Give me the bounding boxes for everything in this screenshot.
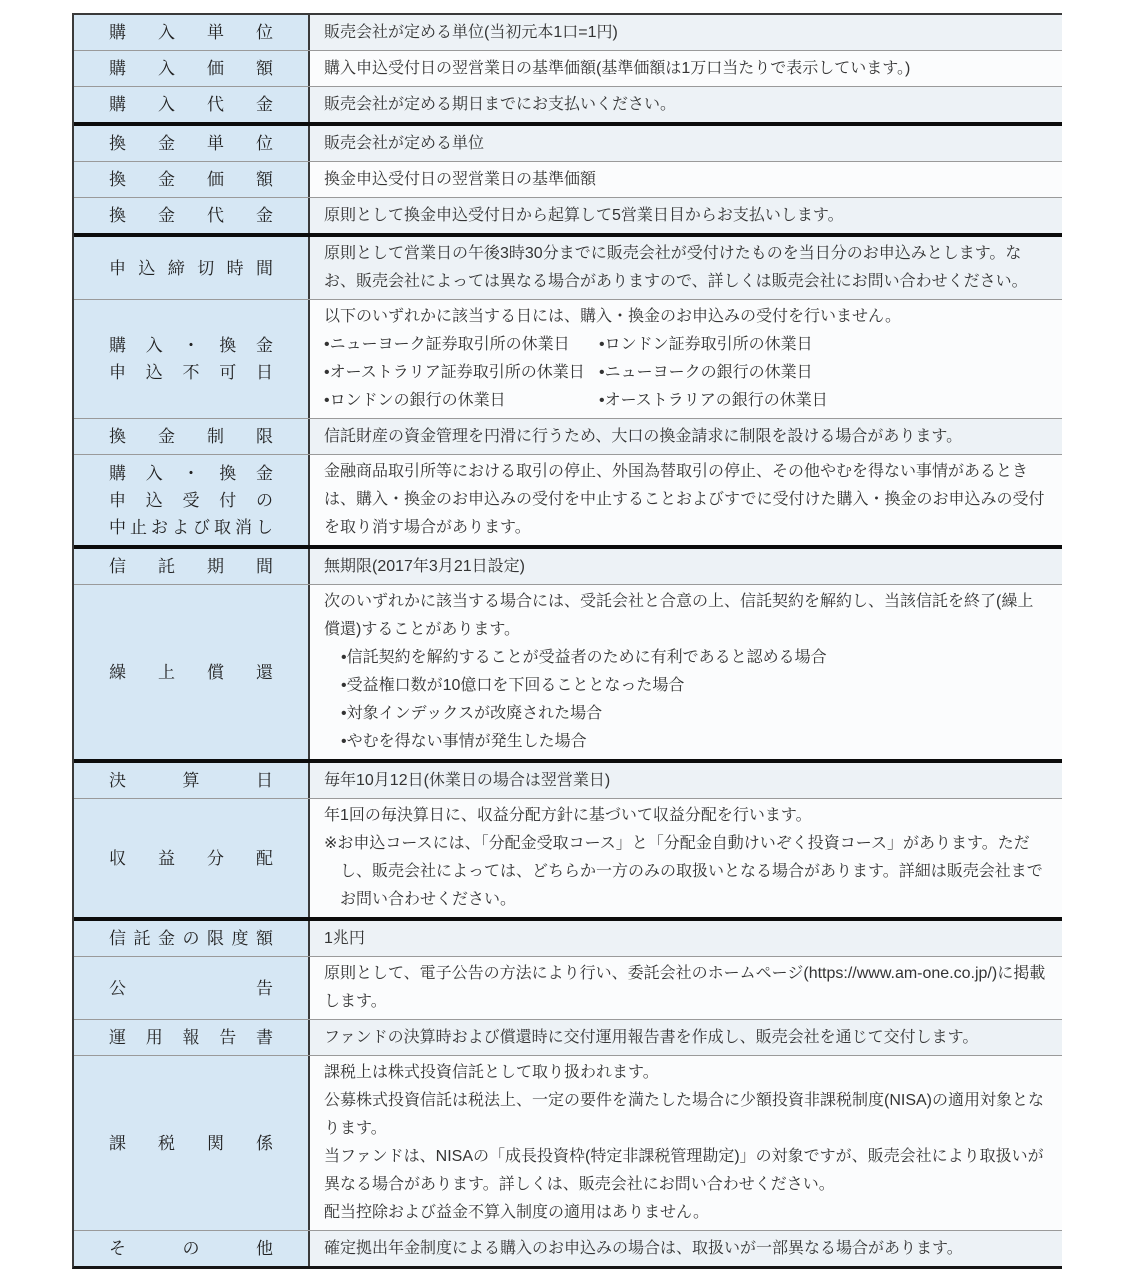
paragraph: 購入申込受付日の翌営業日の基準価額(基準価額は1万口当たりで表示しています。) [324,59,911,77]
bullet-item: •信託契約を解約することが受益者のために有利であると認める場合 [341,649,827,666]
label-line: 購入・換金 [109,336,273,355]
row-label-purchase-unit [74,15,310,50]
paragraph: 配当控除および益金不算入制度の適用はありません。 [324,1204,709,1221]
label-line: 運用報告書 [109,1028,273,1047]
row-label-income-distribution [74,799,310,917]
paragraph: ファンドの決算時および償還時に交付運用報告書を作成し、販売会社を通じて交付します。 [324,1028,979,1046]
table-row-early-redemption [74,585,1062,763]
fund-table [72,13,1062,1269]
row-content-management-report [310,1020,1062,1055]
row-label-trust-limit [74,921,310,956]
table-row-redemption-payment [74,198,1062,237]
paragraph: 販売会社が定める期日までにお支払いください。 [324,95,677,113]
row-label-purchase-price [74,51,310,86]
paragraph: 課税上は株式投資信託として取り扱われます。 [324,1064,659,1081]
row-label-purchase-payment [74,87,310,122]
label-line: 信託金の限度額 [109,929,273,948]
bullet-item: •受益権口数が10億口を下回ることとなった場合 [341,677,685,694]
row-content-order-unavailable-days [310,300,1062,418]
table-row-order-cutoff-time [74,237,1062,300]
row-content-public-notice [310,957,1062,1019]
label-line: 課税関係 [109,1133,273,1153]
label-line: 換金制限 [109,427,273,446]
bullet-item: •ニューヨーク証券取引所の休業日 [324,336,570,353]
row-content-taxation [310,1056,1062,1230]
bullet-item: •やむを得ない事情が発生した場合 [341,733,587,750]
table-row-order-suspension [74,455,1062,549]
label-line: 換金単位 [109,134,273,153]
label-line: 換金代金 [109,206,273,225]
row-label-trust-period [74,549,310,584]
row-label-redemption-unit [74,126,310,161]
row-content-income-distribution [310,799,1062,917]
label-line: 購入単位 [109,23,273,42]
table-row-trust-limit [74,921,1062,957]
row-content-redemption-unit [310,126,1062,161]
row-content-redemption-payment [310,198,1062,233]
table-row-public-notice [74,957,1062,1020]
paragraph: 年1回の毎決算日に、収益分配方針に基づいて収益分配を行います。 [324,807,812,824]
label-line: 申込不可日 [109,363,273,382]
row-content-early-redemption [310,585,1062,759]
table-row-taxation [74,1056,1062,1231]
table-row-purchase-unit [74,15,1062,51]
paragraph: 当ファンドは、NISAの「成長投資枠(特定非課税管理勘定)」の対象ですが、販売会社により取扱いが異なる場合があります。詳しくは、販売会社にお問い合わせください。 [324,1148,1044,1193]
label-line: 申込受付の [109,490,273,510]
paragraph: 以下のいずれかに該当する日には、購入・換金のお申込みの受付を行いません。 [324,308,901,325]
paragraph: 原則として換金申込受付日から起算して5営業日目からお支払いします。 [324,206,844,224]
row-label-order-unavailable-days [74,300,310,418]
paragraph: 金融商品取引所等における取引の停止、外国為替取引の停止、その他やむを得ない事情があるときは、購入・換金のお申込みの受付を中止することおよびすでに受付けた購入・換金のお申込みの受付を取り消す場合があります。 [324,463,1045,536]
label-line: 換金価額 [109,170,273,189]
row-content-other [310,1231,1062,1266]
row-label-redemption-payment [74,198,310,233]
bullet-item: •ニューヨークの銀行の休業日 [599,364,813,381]
row-label-redemption-price [74,162,310,197]
paragraph: 販売会社が定める単位 [324,134,485,152]
paragraph: 信託財産の資金管理を円滑に行うため、大口の換金請求に制限を設ける場合があります。 [324,427,963,445]
label-line: 公告 [109,978,273,998]
label-line: 申込締切時間 [109,258,273,278]
bullet-columns [324,331,1048,415]
row-label-order-suspension [74,455,310,545]
table-row-redemption-price [74,162,1062,198]
paragraph: 換金申込受付日の翌営業日の基準価額 [324,170,597,188]
row-label-settlement-date [74,763,310,798]
row-content-redemption-price [310,162,1062,197]
table-row-purchase-payment [74,87,1062,126]
table-row-redemption-unit [74,126,1062,162]
table-row-trust-period [74,549,1062,585]
paragraph: 原則として営業日の午後3時30分までに販売会社が受付けたものを当日分のお申込みとします。なお、販売会社によっては異なる場合がありますので、詳しくは販売会社にお問い合わせください。 [324,245,1028,290]
row-content-trust-period [310,549,1062,584]
bullet-item: •オーストラリア証券取引所の休業日 [324,364,585,381]
paragraph: 無期限(2017年3月21日設定) [324,557,525,575]
label-line: 信託期間 [109,557,273,576]
label-line: 収益分配 [109,848,273,868]
bullet-item: •ロンドン証券取引所の休業日 [599,336,813,353]
row-label-taxation [74,1056,310,1230]
row-label-early-redemption [74,585,310,759]
row-content-trust-limit [310,921,1062,956]
row-label-other [74,1231,310,1266]
row-label-redemption-restriction [74,419,310,454]
paragraph: 次のいずれかに該当する場合には、受託会社と合意の上、信託契約を解約し、当該信託を終了(繰上償還)することがあります。 [324,593,1034,638]
label-line: 購入価額 [109,59,273,78]
table-row-management-report [74,1020,1062,1056]
paragraph: 原則として、電子公告の方法により行い、委託会社のホームページ(https://www.am-one.co.jp/)に掲載します。 [324,965,1046,1010]
table-row-other [74,1231,1062,1266]
row-label-public-notice [74,957,310,1019]
paragraph: 公募株式投資信託は税法上、一定の要件を満たした場合に少額投資非課税制度(NISA)の適用対象となります。 [324,1092,1045,1137]
label-line: 購入・換金 [109,463,273,483]
row-label-management-report [74,1020,310,1055]
table-row-purchase-price [74,51,1062,87]
paragraph: 確定拠出年金制度による購入のお申込みの場合は、取扱いが一部異なる場合があります。 [324,1239,963,1257]
row-label-order-cutoff-time [74,237,310,299]
table-row-income-distribution [74,799,1062,921]
bullet-item: •対象インデックスが改廃された場合 [341,705,603,722]
row-content-settlement-date [310,763,1062,798]
paragraph: 販売会社が定める単位(当初元本1口=1円) [324,23,618,41]
paragraph: 1兆円 [324,929,365,947]
table-row-redemption-restriction [74,419,1062,455]
label-line: 購入代金 [109,95,273,114]
row-content-purchase-payment [310,87,1062,122]
label-line: その他 [109,1239,273,1258]
row-content-purchase-unit [310,15,1062,50]
row-content-purchase-price [310,51,1062,86]
label-line: 中止および取消し [109,517,273,537]
paragraph: ※お申込コースには、「分配金受取コース」と「分配金自動けいぞく投資コース」があります。ただし、販売会社によっては、どちらか一方のみの取扱いとなる場合があります。詳細は販売会社までお問い合わせください。 [324,835,1043,908]
row-content-order-suspension [310,455,1062,545]
row-content-redemption-restriction [310,419,1062,454]
paragraph: 毎年10月12日(休業日の場合は翌営業日) [324,771,611,789]
bullet-item: •ロンドンの銀行の休業日 [324,392,506,409]
label-line: 決算日 [109,771,273,790]
label-line: 繰上償還 [109,662,273,682]
bullet-item: •オーストラリアの銀行の休業日 [599,392,828,409]
table-row-order-unavailable-days [74,300,1062,419]
row-content-order-cutoff-time [310,237,1062,299]
table-row-settlement-date [74,763,1062,799]
